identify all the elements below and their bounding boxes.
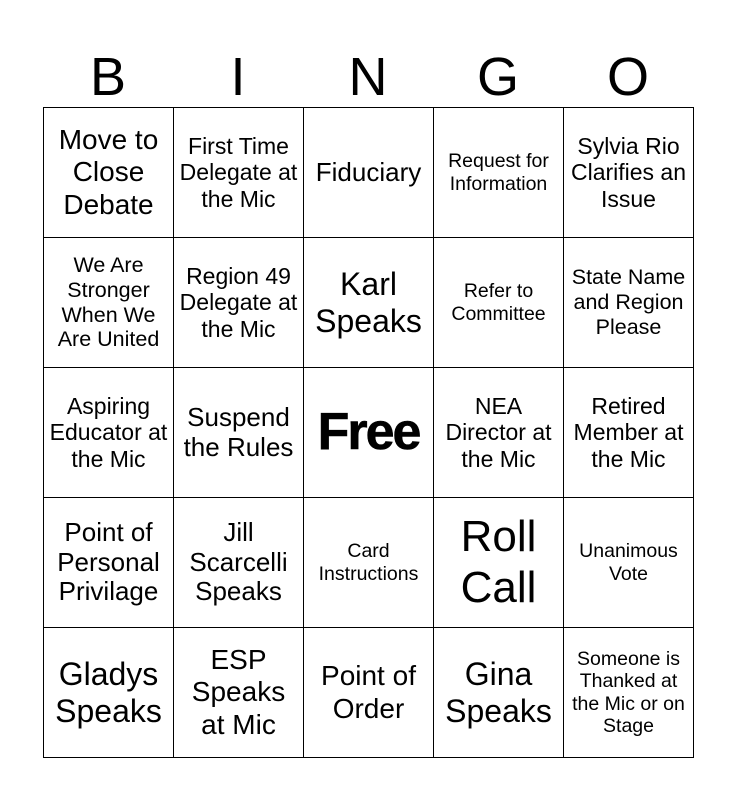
bingo-cell[interactable]: Aspiring Educator at the Mic xyxy=(44,368,174,498)
bingo-cell[interactable]: Region 49 Delegate at the Mic xyxy=(174,238,304,368)
bingo-cell[interactable]: NEA Director at the Mic xyxy=(434,368,564,498)
board-row-3 xyxy=(44,368,694,498)
bingo-cell[interactable]: Request for Information xyxy=(434,108,564,238)
board-row-5 xyxy=(44,628,694,758)
header-letter-o: O xyxy=(606,47,649,107)
bingo-cell[interactable]: Sylvia Rio Clarifies an Issue xyxy=(564,108,694,238)
bingo-cell[interactable]: Refer to Committee xyxy=(434,238,564,368)
bingo-cell[interactable]: Roll Call xyxy=(434,498,564,628)
bingo-cell[interactable]: Jill Scarcelli Speaks xyxy=(174,498,304,628)
bingo-cell[interactable]: Point of Personal Privilage xyxy=(44,498,174,628)
bingo-cell[interactable]: First Time Delegate at the Mic xyxy=(174,108,304,238)
board-row-4 xyxy=(44,498,694,628)
bingo-cell[interactable]: Karl Speaks xyxy=(304,238,434,368)
bingo-cell[interactable]: Gina Speaks xyxy=(434,628,564,758)
bingo-cell[interactable]: State Name and Region Please xyxy=(564,238,694,368)
header-letter-i: I xyxy=(230,47,246,107)
bingo-cell[interactable]: We Are Stronger When We Are United xyxy=(44,238,174,368)
bingo-header xyxy=(43,42,693,108)
bingo-cell[interactable]: Someone is Thanked at the Mic or on Stage xyxy=(564,628,694,758)
header-letter-g: G xyxy=(476,47,519,107)
bingo-cell[interactable]: Gladys Speaks xyxy=(44,628,174,758)
header-letter-n: N xyxy=(348,47,388,107)
free-space-cell[interactable]: Free xyxy=(304,368,434,498)
header-letter-b: B xyxy=(89,47,127,107)
bingo-board xyxy=(43,107,694,758)
bingo-cell[interactable]: Retired Member at the Mic xyxy=(564,368,694,498)
bingo-cell[interactable]: Card Instructions xyxy=(304,498,434,628)
bingo-cell[interactable]: ESP Speaks at Mic xyxy=(174,628,304,758)
board-row-2 xyxy=(44,238,694,368)
bingo-cell[interactable]: Fiduciary xyxy=(304,108,434,238)
bingo-cell[interactable]: Point of Order xyxy=(304,628,434,758)
board-row-1 xyxy=(44,108,694,238)
bingo-cell[interactable]: Unanimous Vote xyxy=(564,498,694,628)
bingo-cell[interactable]: Suspend the Rules xyxy=(174,368,304,498)
bingo-cell[interactable]: Move to Close Debate xyxy=(44,108,174,238)
